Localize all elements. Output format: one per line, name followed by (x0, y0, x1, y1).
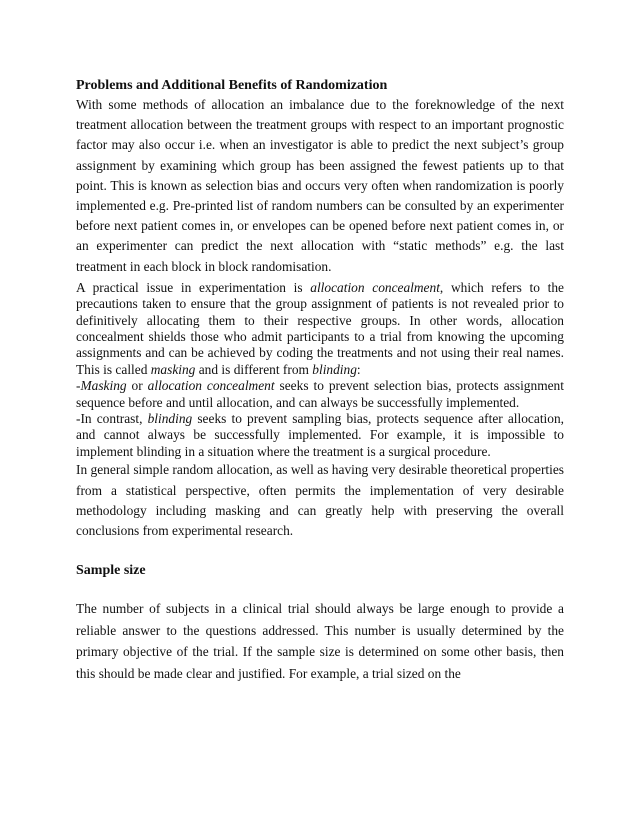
term-masking: masking (150, 361, 196, 377)
term-allocation-concealment: allocation concealment (310, 279, 440, 295)
paragraph-masking: -Masking or allocation concealment seeks to prevent selection bias, protects assignment sequence before and until allocation, and can always be successfully implemented. (76, 378, 564, 410)
term-blinding: blinding (312, 361, 357, 377)
paragraph-blinding: -In contrast, blinding seeks to prevent sampling bias, protects sequence after allocation, and cannot always be successfully implemented. For example, it is impossible to implement blinding in a situation where the treatment is a surgical procedure. (76, 411, 564, 459)
term-masking-2: Masking (80, 378, 127, 394)
term-allocation-concealment-2: allocation concealment (147, 378, 275, 394)
section-heading-sample-size: Sample size (76, 563, 146, 579)
term-blinding-2: blinding (147, 411, 193, 427)
document-page (76, 76, 564, 684)
paragraph-allocation-concealment: A practical issue in experimentation is allocation concealment, which refers to the precautions taken to ensure that the group assignment of patients is not revealed prior to definitively allocating them to their respective groups. In other words, allocation concealment shields those who admit participants to a trial from knowing the upcoming assignments and can be achieved by coding the treatments and not using their real names. This is called masking and is different from blinding: (76, 279, 564, 377)
paragraph-selection-bias: With some methods of allocation an imbalance due to the foreknowledge of the next treatment allocation between the treatment groups with respect to an important prognostic factor may also occur i.e. when an investigator is able to predict the next subject’s group assignment by examining which group has been assigned the fewest patients up to that point. This is known as selection bias and occurs very often when randomization is poorly implemented e.g. Pre-printed list of random numbers can be consulted by an experimenter before next patient comes in, or envelopes can be opened before next patient comes in, or an experimenter can predict the next allocation with “static methods” e.g. the last treatment in each block in block randomisation. (76, 97, 564, 274)
paragraph-sample-size: The number of subjects in a clinical trial should always be large enough to provide a reliable answer to the questions addressed. This number is usually determined by the primary objective of the trial. If the sample size is determined on some other basis, then this should be made clear and justified. For example, a trial sized on the (76, 601, 564, 681)
section-heading-randomization: Problems and Additional Benefits of Randomization (76, 78, 388, 93)
paragraph-simple-random-allocation: In general simple random allocation, as well as having very desirable theoretical properties from a statistical perspective, often permits the implementation of very desirable methodology including masking and can greatly help with preserving the overall conclusions from experimental research. (76, 462, 564, 538)
